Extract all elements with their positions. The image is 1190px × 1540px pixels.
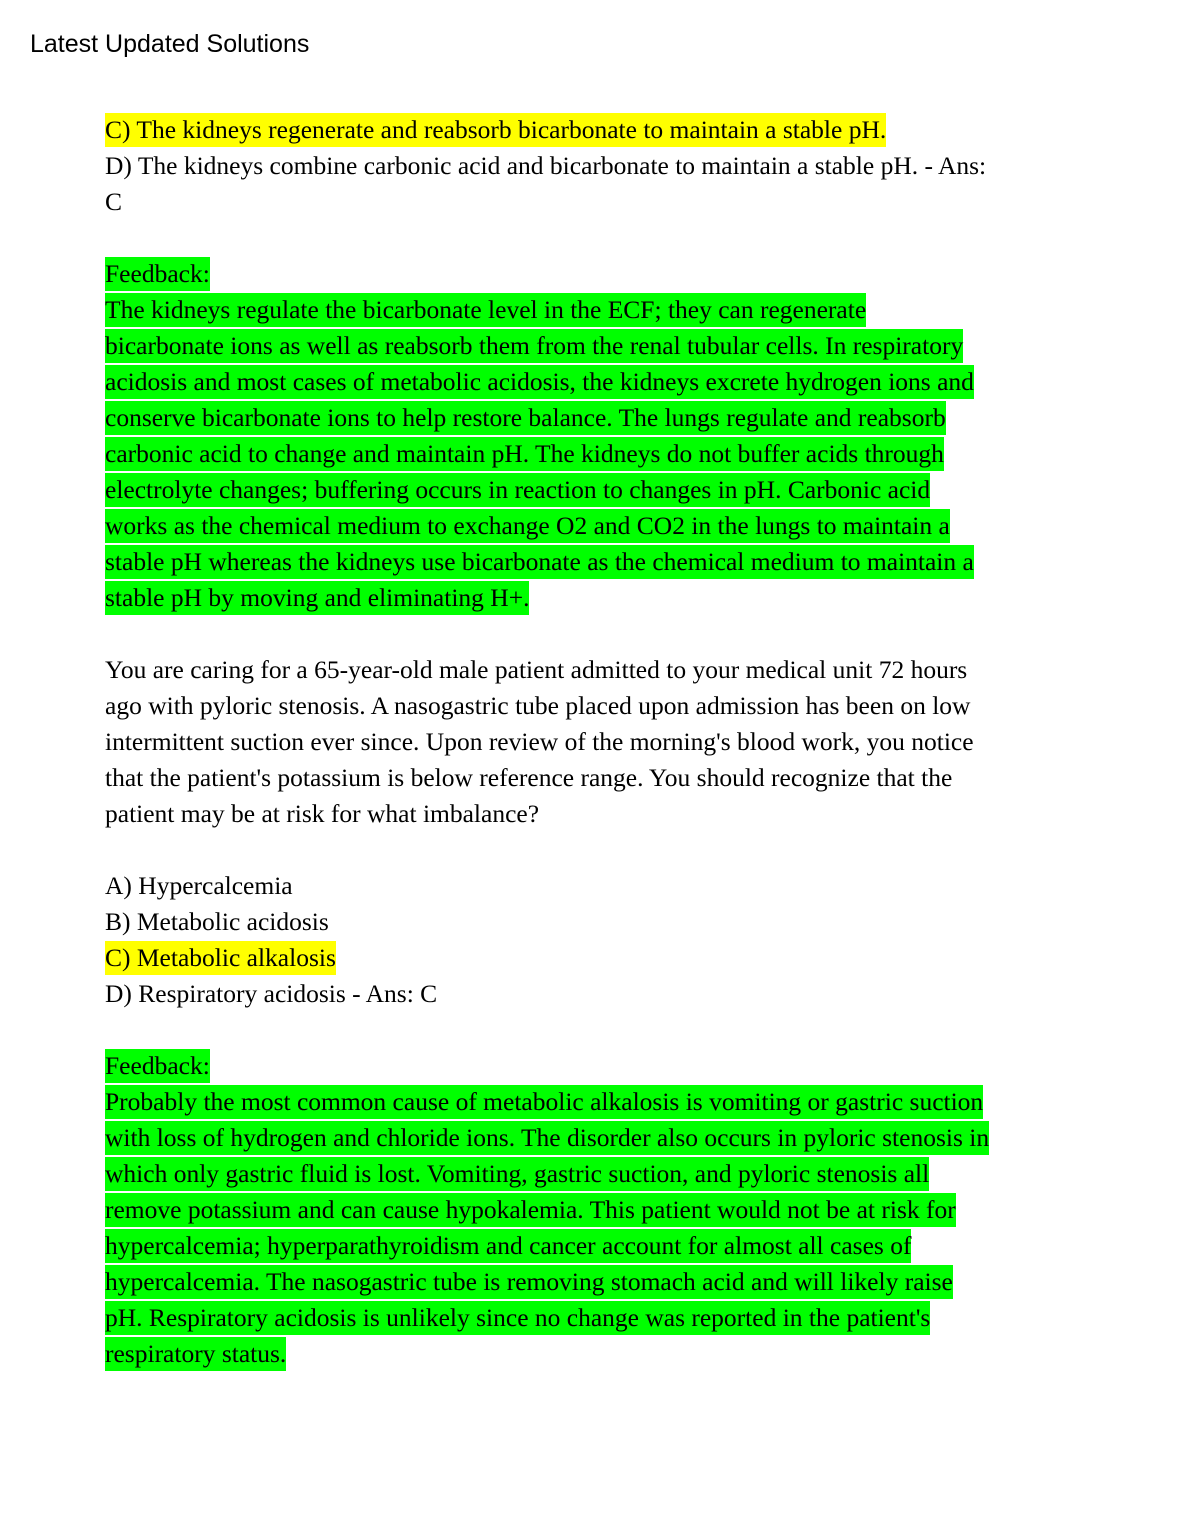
q2-question-line: ago with pyloric stenosis. A nasogastric tube placed upon admission has been on low — [105, 691, 971, 720]
q2-feedback-line — [105, 1300, 1065, 1336]
q1-feedback-text: works as the chemical medium to exchange O2 and CO2 in the lungs to maintain a — [105, 509, 950, 543]
q1-feedback-line — [105, 544, 1065, 580]
q1-feedback-text: electrolyte changes; buffering occurs in reaction to changes in pH. Carbonic acid — [105, 473, 930, 507]
q2-feedback-label-line — [105, 1048, 1065, 1084]
q2-feedback-label: Feedback: — [105, 1049, 210, 1083]
q1-feedback-line — [105, 400, 1065, 436]
document-body — [105, 112, 1065, 1372]
q1-feedback-line — [105, 580, 1065, 616]
page-header-title: Latest Updated Solutions — [30, 30, 310, 58]
q1-feedback-text: conserve bicarbonate ions to help restore balance. The lungs regulate and reabsorb — [105, 401, 946, 435]
q2-feedback-text: respiratory status. — [105, 1337, 286, 1371]
q2-feedback-text: which only gastric fluid is lost. Vomiting, gastric suction, and pyloric stenosis all — [105, 1157, 929, 1191]
q2-feedback-text: pH. Respiratory acidosis is unlikely since no change was reported in the patient's — [105, 1301, 930, 1335]
q2-feedback-text: with loss of hydrogen and chloride ions. The disorder also occurs in pyloric stenosis in — [105, 1121, 989, 1155]
q1-option-c-correct-answer: C) The kidneys regenerate and reabsorb bicarbonate to maintain a stable pH. — [105, 113, 886, 147]
q2-option-a: A) Hypercalcemia — [105, 871, 293, 900]
q1-option-d-line-2: C — [105, 187, 123, 216]
q2-option-b: B) Metabolic acidosis — [105, 907, 329, 936]
q1-option-d-line-1: D) The kidneys combine carbonic acid and bicarbonate to maintain a stable pH. - Ans: — [105, 151, 987, 180]
q1-feedback-line — [105, 328, 1065, 364]
q1-feedback-text: stable pH whereas the kidneys use bicarbonate as the chemical medium to maintain a — [105, 545, 974, 579]
q2-feedback-text: remove potassium and can cause hypokalemia. This patient would not be at risk for — [105, 1193, 956, 1227]
q2-option-d: D) Respiratory acidosis - Ans: C — [105, 979, 438, 1008]
q2-question-line: You are caring for a 65-year-old male patient admitted to your medical unit 72 hours — [105, 655, 968, 684]
q1-feedback-text: bicarbonate ions as well as reabsorb them from the renal tubular cells. In respiratory — [105, 329, 963, 363]
q2-feedback-line — [105, 1084, 1065, 1120]
q1-feedback-line — [105, 292, 1065, 328]
q1-feedback-label: Feedback: — [105, 257, 210, 291]
q2-feedback-line — [105, 1264, 1065, 1300]
q2-feedback-line — [105, 1156, 1065, 1192]
q1-feedback-line — [105, 364, 1065, 400]
q1-feedback-label-line — [105, 256, 1065, 292]
q1-feedback-text: carbonic acid to change and maintain pH. The kidneys do not buffer acids through — [105, 437, 944, 471]
q2-feedback-line — [105, 1120, 1065, 1156]
spacer — [105, 1012, 1065, 1048]
q2-feedback-text: hypercalcemia. The nasogastric tube is removing stomach acid and will likely raise — [105, 1265, 953, 1299]
spacer — [105, 832, 1065, 868]
q2-question-line: that the patient's potassium is below reference range. You should recognize that the — [105, 763, 953, 792]
q2-feedback-line — [105, 1336, 1065, 1372]
spacer — [105, 220, 1065, 256]
q2-feedback-line — [105, 1192, 1065, 1228]
q1-feedback-text: The kidneys regulate the bicarbonate level in the ECF; they can regenerate — [105, 293, 866, 327]
q2-question-line: patient may be at risk for what imbalance? — [105, 799, 540, 828]
q2-feedback-line — [105, 1228, 1065, 1264]
q1-feedback-line — [105, 508, 1065, 544]
q2-question-line: intermittent suction ever since. Upon review of the morning's blood work, you notice — [105, 727, 974, 756]
q1-feedback-line — [105, 436, 1065, 472]
spacer — [105, 616, 1065, 652]
q2-option-c-line — [105, 940, 1065, 976]
q1-feedback-line — [105, 472, 1065, 508]
q1-feedback-text: acidosis and most cases of metabolic acidosis, the kidneys excrete hydrogen ions and — [105, 365, 974, 399]
q2-feedback-text: Probably the most common cause of metabolic alkalosis is vomiting or gastric suction — [105, 1085, 983, 1119]
q2-option-c-correct-answer: C) Metabolic alkalosis — [105, 941, 336, 975]
q2-feedback-text: hypercalcemia; hyperparathyroidism and cancer account for almost all cases of — [105, 1229, 911, 1263]
q1-option-c-line — [105, 112, 1065, 148]
q1-feedback-text: stable pH by moving and eliminating H+. — [105, 581, 529, 615]
